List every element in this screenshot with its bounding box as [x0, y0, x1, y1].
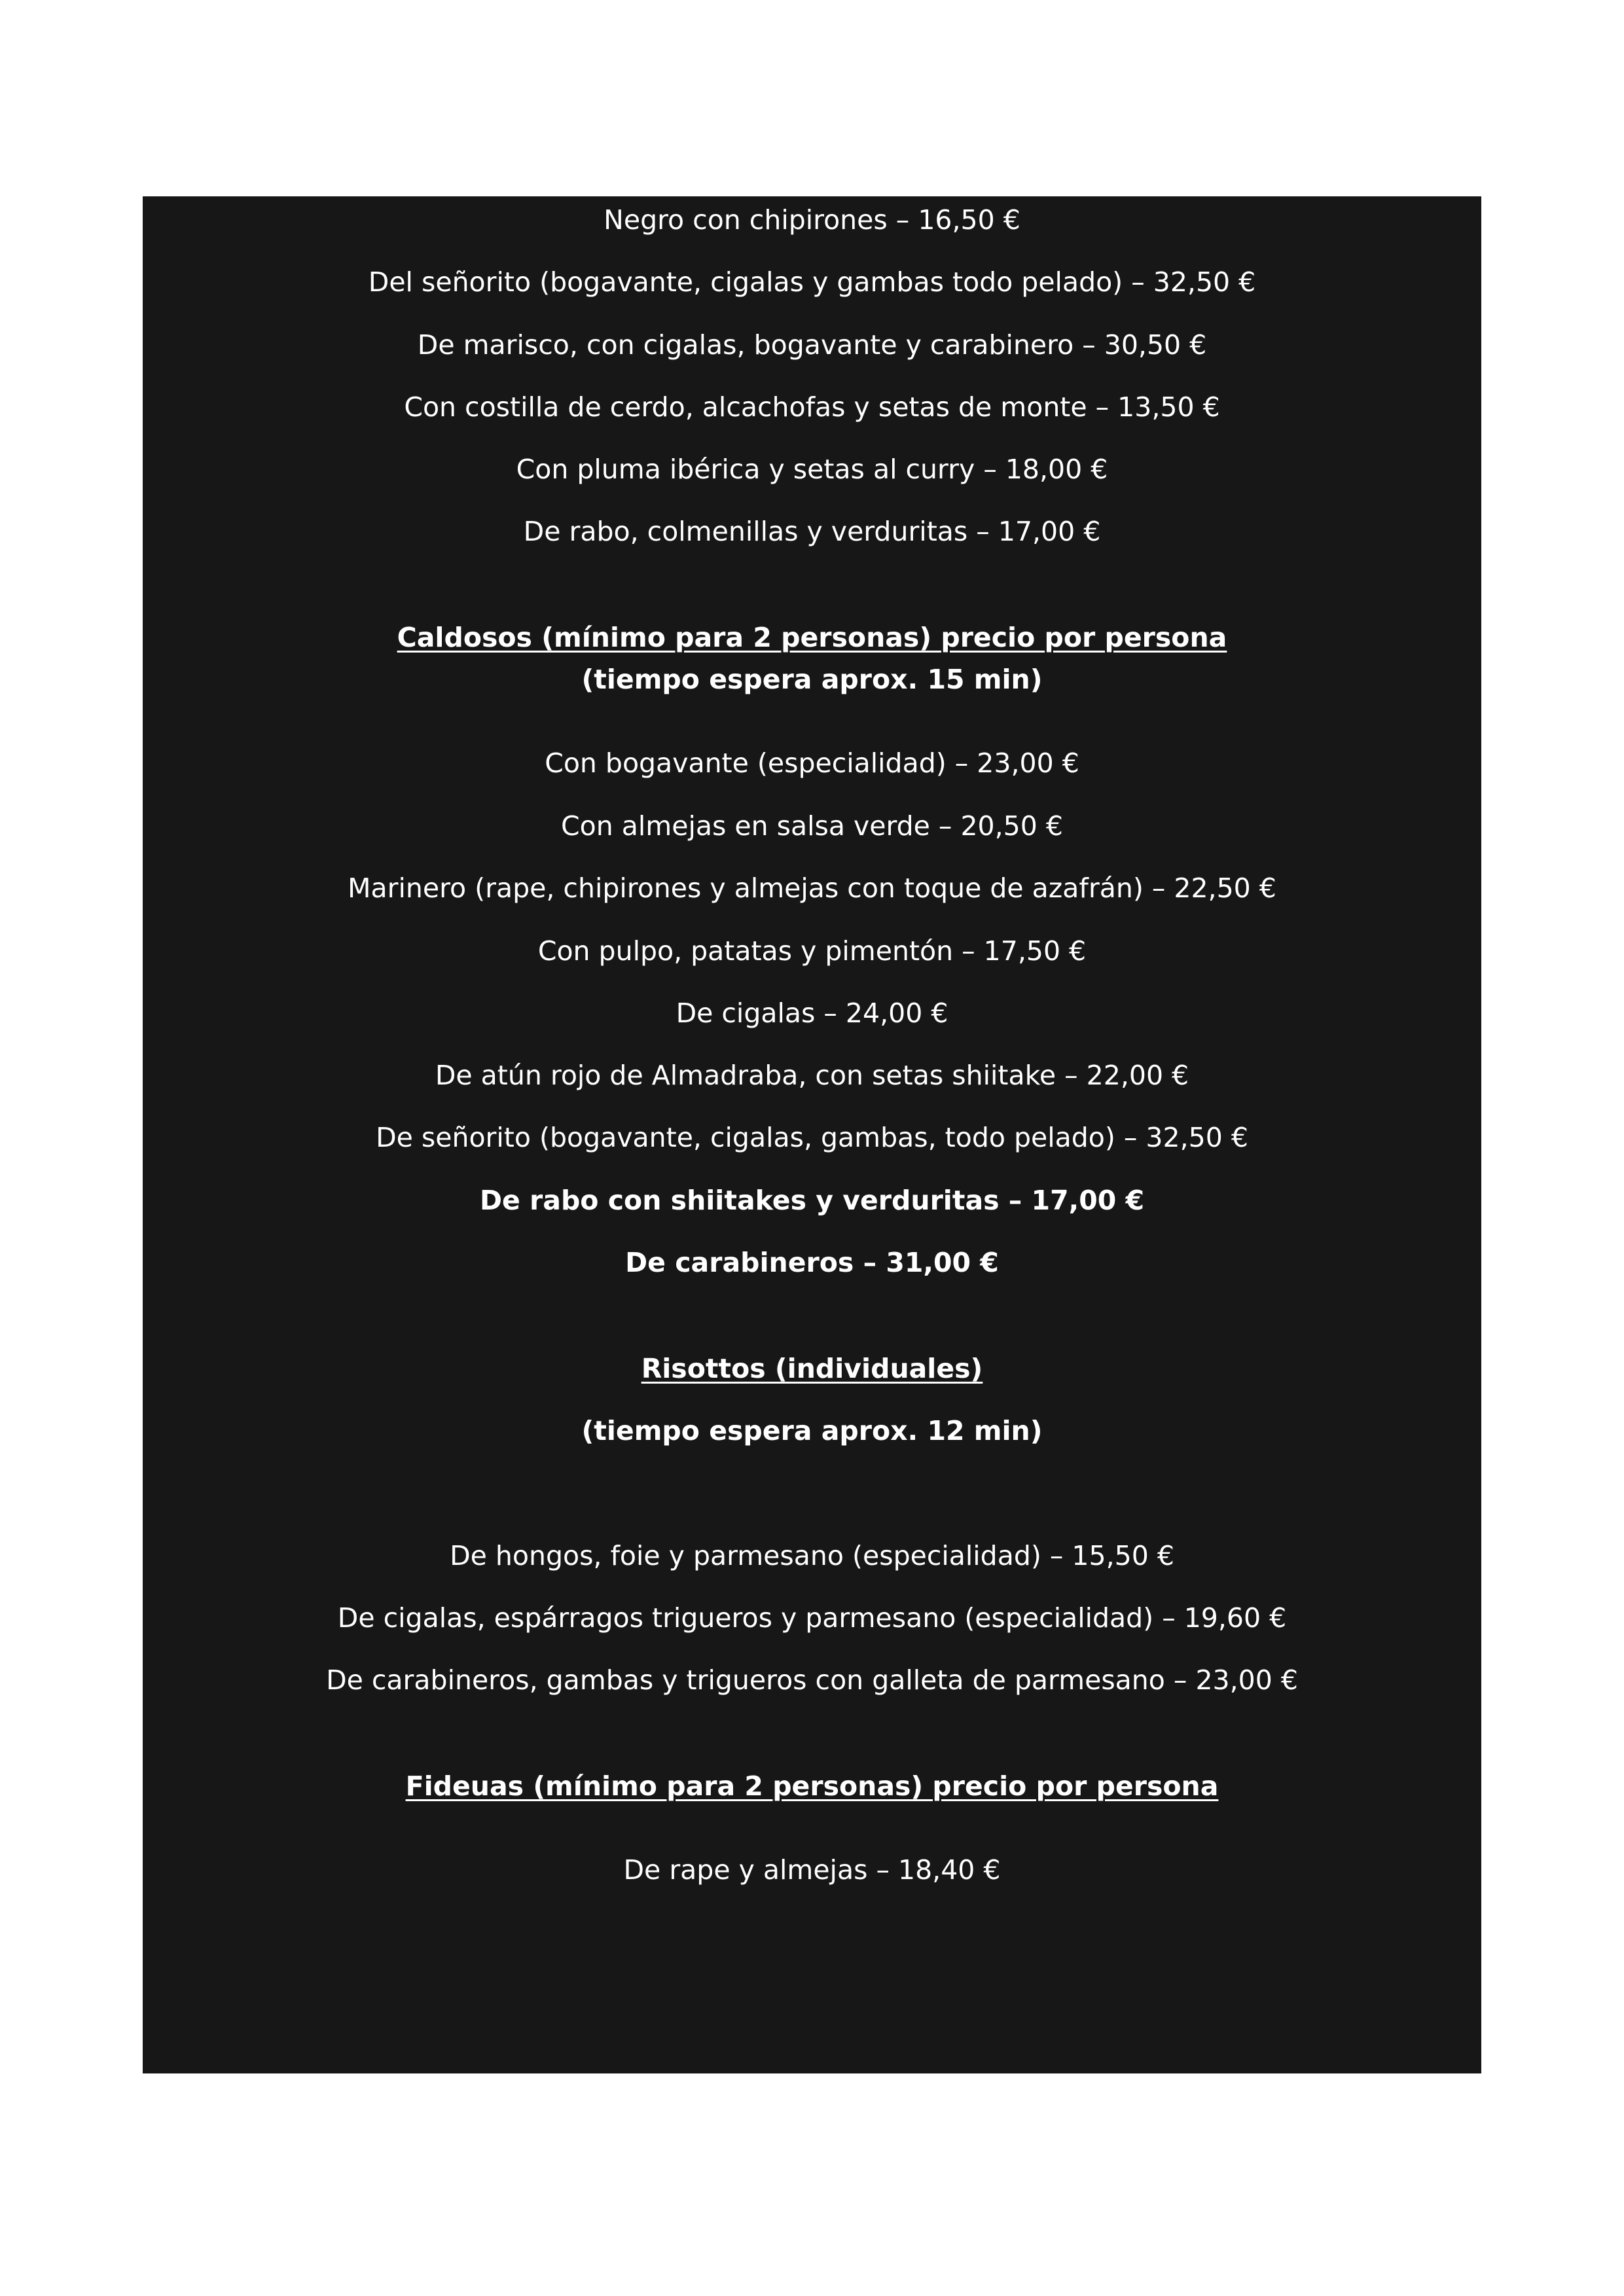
- menu-item-fideua-rape: De rape y almejas – 18,40 €: [623, 1854, 1001, 1886]
- menu-item-caldoso-rabo: De rabo con shiitakes y verduritas – 17,00 €: [479, 1185, 1145, 1216]
- section-subtitle-caldosos: (tiempo espera aprox. 15 min): [581, 664, 1043, 695]
- menu-item-caldoso-atun: De atún rojo de Almadraba, con setas shiitake – 22,00 €: [435, 1060, 1189, 1091]
- menu-item-negro-chipirones: Negro con chipirones – 16,50 €: [604, 204, 1020, 236]
- section-title-fideuas: Fideuas (mínimo para 2 personas) precio por persona: [405, 1770, 1219, 1802]
- section-subtitle-risottos: (tiempo espera aprox. 12 min): [581, 1415, 1043, 1446]
- menu-item-de-marisco: De marisco, con cigalas, bogavante y carabinero – 30,50 €: [417, 329, 1207, 361]
- menu-item-risotto-carabineros: De carabineros, gambas y trigueros con galleta de parmesano – 23,00 €: [326, 1664, 1298, 1696]
- menu-item-pluma-iberica: Con pluma ibérica y setas al curry – 18,00 €: [516, 454, 1108, 485]
- menu-item-caldoso-senorito: De señorito (bogavante, cigalas, gambas, todo pelado) – 32,50 €: [376, 1122, 1248, 1153]
- menu-item-caldoso-marinero: Marinero (rape, chipirones y almejas con toque de azafrán) – 22,50 €: [348, 872, 1276, 904]
- menu-item-caldoso-carabineros: De carabineros – 31,00 €: [625, 1247, 999, 1278]
- menu-panel: [143, 196, 1481, 2073]
- menu-item-caldoso-pulpo: Con pulpo, patatas y pimentón – 17,50 €: [537, 935, 1087, 967]
- menu-item-caldoso-cigalas: De cigalas – 24,00 €: [676, 997, 948, 1029]
- menu-content: [143, 196, 1481, 2073]
- menu-item-costilla-cerdo: Con costilla de cerdo, alcachofas y setas de monte – 13,50 €: [404, 391, 1220, 423]
- menu-item-rabo-colmenillas: De rabo, colmenillas y verduritas – 17,00 €: [523, 516, 1101, 547]
- menu-item-caldoso-bogavante: Con bogavante (especialidad) – 23,00 €: [545, 747, 1079, 779]
- menu-item-risotto-hongos: De hongos, foie y parmesano (especialidad) – 15,50 €: [450, 1540, 1174, 1571]
- section-title-risottos: Risottos (individuales): [641, 1353, 983, 1384]
- menu-item-caldoso-almejas: Con almejas en salsa verde – 20,50 €: [561, 810, 1063, 842]
- menu-item-risotto-cigalas: De cigalas, espárragos trigueros y parmesano (especialidad) – 19,60 €: [337, 1602, 1287, 1634]
- menu-item-del-senorito: Del señorito (bogavante, cigalas y gambas todo pelado) – 32,50 €: [368, 266, 1256, 298]
- section-title-caldosos: Caldosos (mínimo para 2 personas) precio por persona: [397, 622, 1227, 653]
